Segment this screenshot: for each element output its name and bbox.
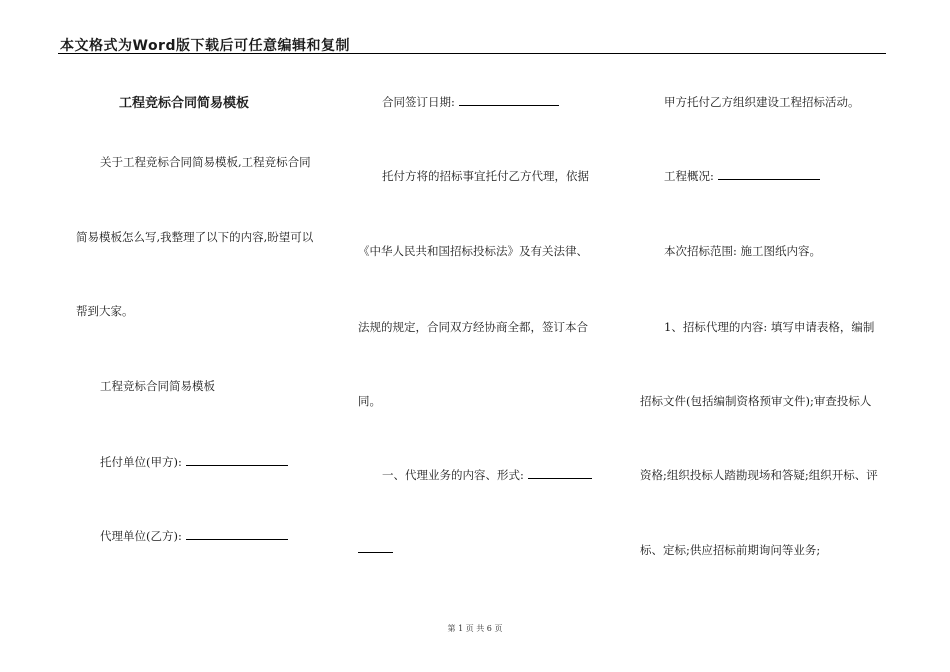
scope-line: 本次招标范围: 施工图纸内容。 xyxy=(664,244,822,258)
party-b-line xyxy=(100,528,288,544)
body-line-5: 甲方托付乙方组织建设工程招标活动。 xyxy=(664,95,860,109)
section-1-blank-continued xyxy=(358,542,393,553)
section-1-blank-continued-line xyxy=(358,542,393,556)
party-a-line xyxy=(100,454,288,470)
sign-date-blank xyxy=(459,95,559,106)
body-line-4: 同。 xyxy=(358,394,381,408)
overview-label: 工程概况: xyxy=(664,169,714,183)
sign-date-label: 合同签订日期: xyxy=(382,95,455,109)
body-line-2: 《中华人民共和国招标投标法》及有关法律、 xyxy=(358,244,588,258)
intro-line-2: 简易模板怎么写,我整理了以下的内容,盼望可以 xyxy=(76,230,314,244)
party-a-blank xyxy=(186,455,288,466)
page-number: 第 1 页 共 6 页 xyxy=(447,624,503,633)
section-1-heading: 一、代理业务的内容、形式: xyxy=(382,468,524,482)
party-a-label: 托付单位(甲方): xyxy=(100,455,182,469)
overview-blank xyxy=(718,169,820,180)
intro-line-3: 帮到大家。 xyxy=(76,304,134,318)
item-1-line-1: 1、招标代理的内容: 填写申请表格，编制 xyxy=(664,320,875,334)
party-b-blank xyxy=(186,529,288,540)
section-1-line xyxy=(382,467,592,483)
section-1-blank xyxy=(528,468,592,479)
document-title: 工程竞标合同简易模板 xyxy=(119,96,250,111)
item-1-line-3: 资格;组织投标人踏勘现场和答疑;组织开标、评 xyxy=(640,468,878,482)
intro-line-1: 关于工程竞标合同简易模板,工程竞标合同 xyxy=(100,155,311,169)
body-line-3: 法规的规定，合同双方经协商全都，签订本合 xyxy=(358,320,588,334)
overview-line xyxy=(664,168,820,184)
document-header: 本文格式为Word版下载后可任意编辑和复制 xyxy=(60,38,350,54)
sign-date-line xyxy=(382,94,559,110)
party-b-label: 代理单位(乙方): xyxy=(100,529,182,543)
item-1-line-2: 招标文件(包括编制资格预审文件);审查投标人 xyxy=(640,394,872,408)
body-line-1: 托付方将的招标事宜托付乙方代理，依据 xyxy=(382,169,589,183)
item-1-line-4: 标、定标;供应招标前期询问等业务; xyxy=(640,543,821,557)
subtitle: 工程竞标合同简易模板 xyxy=(100,379,215,393)
header-divider xyxy=(58,53,886,54)
